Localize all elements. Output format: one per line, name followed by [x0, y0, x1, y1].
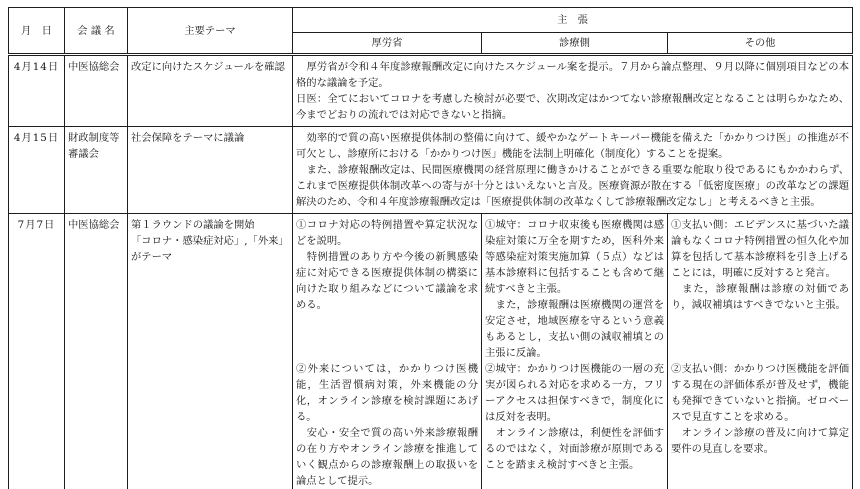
row-date: 4月14日	[9, 55, 65, 127]
claim-paragraph: ①コロナ対応の特例措置や算定状況などを説明。	[296, 219, 478, 247]
claim-paragraph: ②支払い側：かかりつけ医機能を評価する現在の評価体系が普及せず，機能も発揮できていないと指摘。ゼロベースで見直すことを求める。	[671, 363, 850, 423]
meeting-summary-table	[8, 7, 853, 489]
claim-paragraph: また，診療報酬は診療の対価であり，減収補填はすべきでないと主張。	[671, 283, 850, 311]
row-meeting: 中医協総会	[65, 214, 128, 489]
mhlw-claims-cell	[293, 214, 482, 489]
other-claims-cell	[668, 214, 853, 489]
claim-paragraph: ②外来については，かかりつけ医機能，生活習慣病対策，外来機能の分化，オンライン診療を検討課題にあげる。	[296, 363, 478, 423]
claim-paragraph: また、診療報酬改定は、民間医療機関の経営原理に働きかけることができる重要な舵取り役であるにもかかわらず、これまで医療提供体制改革への寄与が十分とはいえないと言及。医療資源が散在する「低密度医療」の改革などの課題解決のため、令和４年度診療報酬改定は「医療提供体制の改革なくして診療報酬改定なし」と考えるべきと主張。	[296, 164, 850, 208]
theme-line: 「コロナ・感染症対応」,「外来」がテーマ	[131, 235, 289, 263]
header-claims: 主 張	[293, 8, 853, 33]
row-date: 4月15日	[9, 127, 65, 214]
row-meeting: 財政制度等審議会	[65, 127, 128, 214]
header-theme: 主要テーマ	[128, 8, 293, 55]
theme-line: 第１ラウンドの議論を開始	[131, 219, 255, 231]
header-mhlw: 厚労省	[293, 33, 482, 55]
header-other: その他	[668, 33, 853, 55]
header-medical: 診療側	[482, 33, 668, 55]
claim-paragraph: ①支払い側：エビデンスに基づいた議論もなくコロナ特例措置の恒久化や加算を包括して基本診療料を引き上げることには，明確に反対すると発言。	[671, 219, 850, 279]
table-row	[9, 127, 853, 214]
claim-paragraph: 厚労省が令和４年度診療報酬改定に向けたスケジュール案を提示。７月から論点整理、９月以降に個別項目などの本格的な議論を予定。	[296, 61, 850, 89]
medical-claims-cell	[482, 214, 668, 489]
claim-paragraph: オンライン診療は，利便性を評価するのではなく，対面診療が原則であることを踏まえ検討すべきと主張。	[485, 427, 664, 471]
row-claims	[293, 55, 853, 127]
mhlw-section-1	[296, 217, 478, 361]
table-row	[9, 214, 853, 489]
row-theme	[128, 127, 293, 214]
other-section-2	[671, 361, 849, 457]
theme-line: 社会保障をテーマに議論	[131, 132, 245, 144]
row-theme	[128, 214, 293, 489]
medical-section-1	[485, 217, 664, 361]
header-meeting: 会 議 名	[65, 8, 128, 55]
claim-paragraph: また，診療報酬は医療機関の運営を安定させ，地域医療を守るという意義もあるとし，支払い側の減収補填との主張に反論。	[485, 299, 664, 359]
row-theme	[128, 55, 293, 127]
claim-paragraph: ①城守：コロナ収束後も医療機関は感染症対策に万全を期すため，医科外来等感染症対策実施加算（５点）などは基本診療料に包括することも含めて継続すべきと主張。	[485, 219, 664, 295]
claim-paragraph: 効率的で質の高い医療提供体制の整備に向けて、緩やかなゲートキーパー機能を備えた「かかりつけ医」の推進が不可欠とし、診療所における「かかりつけ医」機能を法制上明確化（制度化）することを提案。	[296, 132, 850, 160]
claim-paragraph: 安心・安全で質の高い外来診療報酬の在り方やオンライン診療を推進していく観点からの診療報酬上の取扱いを論点として提示。	[296, 427, 478, 487]
row-date: 7月7日	[9, 214, 65, 489]
row-meeting: 中医協総会	[65, 55, 128, 127]
theme-line: 改定に向けたスケジュールを確認	[131, 61, 285, 73]
other-section-1	[671, 217, 849, 361]
table-row	[9, 55, 853, 127]
medical-section-2	[485, 361, 664, 473]
header-date: 月 日	[9, 8, 65, 55]
claim-paragraph: 日医：全てにおいてコロナを考慮した検討が必要で、次期改定はかつてない診療報酬改定となることは明らかなため、今までどおりの流れでは対応できないと指摘。	[296, 93, 850, 121]
mhlw-section-2	[296, 361, 478, 489]
header-row-top	[9, 8, 853, 33]
claim-paragraph: 特例措置のあり方や今後の新興感染症に対応できる医療提供体制の構築に向けた取り組みなどについて議論を求める。	[296, 251, 478, 311]
claim-paragraph: ②城守：かかりつけ医機能の一層の充実が図られる対応を求める一方，フリーアクセスは担保すべきで，制度化には反対を表明。	[485, 363, 664, 423]
claim-paragraph: オンライン診療の普及に向けて算定要件の見直しを要求。	[671, 427, 850, 455]
row-claims	[293, 127, 853, 214]
